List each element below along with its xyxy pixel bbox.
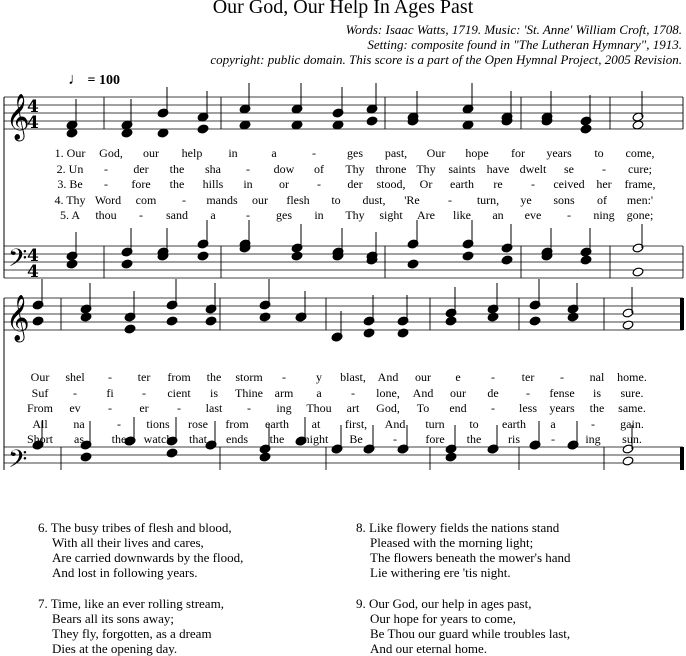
quarter-note-head [32,316,44,326]
lyric-syllable: 4. Thy [54,192,86,207]
lyric-syllable: - [551,432,555,446]
lyric-syllable: Thy [416,161,436,176]
lyric-syllable: rose [188,416,208,431]
lyric-syllable: Word [94,192,122,207]
lyric-syllable: that [189,432,207,446]
quarter-note-head [397,328,409,338]
lyric-syllable: - [312,146,316,160]
final-bar-line [680,447,684,470]
lyric-syllable: is [592,385,602,400]
lyric-syllable: the [111,432,127,446]
lyric-syllable: - [104,161,108,176]
quarter-note-head [580,124,592,134]
lyric-syllable: hills [202,177,224,191]
lyric-syllable: throne [375,161,407,176]
lyric-syllable: God, [376,401,400,415]
quarter-note-head [291,251,303,261]
credit-setting: Setting: composite found in "The Lutheran Hymnary", 1913. [367,37,682,52]
lyric-syllable: art [346,401,360,415]
lyric-syllable: watch [143,432,173,446]
quarter-note-head [462,120,474,130]
lyric-syllable: - [282,370,286,384]
lyric-syllable: ye [520,192,532,207]
quarter-note-head [66,259,78,269]
lyric-syllable: an [492,208,504,222]
lyric-syllable: lone, [376,385,400,400]
lyric-syllable: ceived [553,177,585,191]
lyric-syllable: the [269,432,285,446]
lyric-syllable: ends [226,432,248,446]
lyric-syllable: fi [106,385,114,400]
lyric-syllable: Our [426,146,446,160]
lyric-syllable: fense [549,385,575,400]
lyric-syllable: - [448,192,452,207]
lyric-syllable: in [243,177,253,191]
lyric-syllable: a [271,146,277,160]
quarter-note-head [80,452,92,462]
quarter-note-head [332,120,344,130]
lyric-syllable: ning [593,208,615,222]
lyric-syllable: eve [524,208,542,222]
half-note-head [622,456,634,466]
lyric-syllable: saints [448,161,476,176]
lyric-syllable: ris [508,432,520,446]
credit-words-music: Words: Isaac Watts, 1719. Music: 'St. Anne' William Croft, 1708. [345,22,682,37]
quarter-note-head [166,448,178,458]
lyric-syllable: first, [344,416,368,431]
lyric-syllable: less [519,401,537,415]
lyric-syllable: 3. Be [57,177,83,191]
quarter-note-icon: ♩ [68,71,84,88]
lyric-syllable: - [117,416,121,431]
treble-clef-icon: 𝄞 [6,295,30,341]
lyric-syllable: our [143,146,159,160]
stanza-line: Be Thou our guard while troubles last, [370,626,571,641]
lyric-syllable: And [384,416,406,431]
lyric-syllable: sons [553,192,575,207]
bass-clef-icon: 𝄢 [8,244,28,279]
lyric-syllable: a [316,385,322,400]
lyric-syllable: 'Re [404,192,420,207]
lyric-syllable: from [167,370,191,384]
quarter-note-head [259,312,271,322]
lyric-syllable: - [108,401,112,415]
lyric-syllable: dow [273,161,295,176]
lyric-syllable: - [108,370,112,384]
lyric-syllable: stood, [376,177,406,191]
lyric-syllable: to [594,146,604,160]
quarter-note-head [487,312,499,322]
quarter-note-head [366,116,378,126]
lyric-syllable: of [597,192,607,207]
lyric-syllable: fore [131,177,151,191]
lyric-syllable: sight [379,208,403,222]
lyric-syllable: at [311,416,321,431]
lyric-syllable: ges [276,208,292,222]
time-signature-top: 4 [27,246,39,266]
time-signature-bottom: 4 [27,113,39,133]
lyric-syllable: arm [274,385,294,400]
lyric-syllable: blast, [340,370,366,384]
quarter-note-head [501,255,513,265]
stanza-line: Pleased with the morning light; [370,535,534,550]
lyric-syllable: - [602,161,606,176]
tempo-value: = 100 [87,73,120,88]
lyric-syllable: gain. [620,416,644,431]
quarter-note-head [567,312,579,322]
bass-clef-icon: 𝄢 [8,445,28,470]
lyric-syllable: com [135,192,157,207]
lyric-syllable: From [26,401,54,415]
quarter-note-head [197,251,209,261]
lyric-syllable: - [246,208,250,222]
lyric-syllable: the [466,432,482,446]
lyric-syllable: - [246,161,250,176]
lyric-syllable: - [317,177,321,191]
lyric-syllable: - [393,432,397,446]
half-note-head [622,320,634,330]
lyric-syllable: sun. [622,432,642,446]
lyric-syllable: or [279,177,289,191]
lyric-syllable: And [412,385,434,400]
quarter-note-head [580,255,592,265]
lyric-syllable: sha [205,161,221,176]
lyric-syllable: - [73,385,77,400]
lyric-syllable: the [169,161,185,176]
lyric-syllable: - [491,370,495,384]
lyric-syllable: cure; [628,161,652,176]
lyric-syllable: have [486,161,510,176]
lyric-syllable: earth [265,416,289,431]
lyric-syllable: is [209,385,219,400]
lyric-syllable: Are [417,208,435,222]
lyric-syllable: - [560,370,564,384]
lyric-syllable: tions [146,416,170,431]
lyric-syllable: earth [450,177,474,191]
lyric-syllable: years [549,401,575,415]
half-note-head [632,120,644,130]
lyric-syllable: last [205,401,223,415]
lyric-syllable: - [177,401,181,415]
lyric-syllable: God, [99,146,123,160]
quarter-note-head [529,316,541,326]
lyric-syllable: dwelt [519,161,547,176]
quarter-note-head [124,324,136,334]
lyric-syllable: sure. [620,385,644,400]
stanza-line: 7. Time, like an ever rolling stream, [38,596,224,611]
quarter-note-head [157,128,169,138]
lyric-syllable: storm [235,370,263,384]
lyric-syllable: y [316,370,322,384]
lyric-syllable: dust, [362,192,386,207]
lyric-syllable: ges [347,146,363,160]
lyric-syllable: frame, [624,177,656,191]
lyric-syllable: thou [95,208,117,222]
lyric-syllable: turn [425,416,445,431]
quarter-note-head [121,128,133,138]
lyric-syllable: Or [419,177,433,191]
stanza-line: 9. Our God, our help in ages past, [356,596,532,611]
stanza-6 [38,520,243,580]
stanza-8 [356,520,571,580]
stanza-line: Lie withering ere 'tis night. [370,565,511,580]
lyric-syllable: der [133,161,149,176]
lyric-syllable: our [450,385,466,400]
stanza-line: And our eternal home. [370,641,487,656]
quarter-note-head [121,259,133,269]
lyric-syllable: na [73,416,85,431]
quarter-note-head [66,128,78,138]
stanza-line: Are carried downwards by the flood, [52,550,244,565]
final-bar-line [680,298,684,330]
stanza-line: 8. Like flowery fields the nations stand [356,520,560,535]
lyric-syllable: the [589,401,605,415]
lyric-syllable: home. [617,370,647,384]
lyric-syllable: like [453,208,471,222]
lyric-syllable: ev [69,401,81,415]
lyric-syllable: turn, [476,192,500,207]
quarter-note-head [197,124,209,134]
lyric-syllable: - [139,208,143,222]
quarter-note-head [445,316,457,326]
stanza-7 [38,596,224,656]
stanza-line: 6. The busy tribes of flesh and blood, [38,520,232,535]
lyric-syllable: cient [167,385,191,400]
quarter-note-head [239,120,251,130]
lyric-syllable: Short [26,432,54,446]
lyric-syllable: - [182,192,186,207]
lyric-syllable: same. [618,401,646,415]
lyric-syllable: end [449,401,467,415]
lyric-syllable: past, [384,146,408,160]
lyric-syllable: Thy [345,208,365,222]
quarter-note-head [80,312,92,322]
lyric-syllable: re [493,177,503,191]
lyric-syllable: de [487,385,499,400]
lyric-syllable: - [526,385,530,400]
quarter-note-head [166,316,178,326]
lyric-syllable: - [567,208,571,222]
stanza-line: Our hope for years to come, [370,611,516,626]
lyric-syllable: years [546,146,572,160]
lyric-syllable: - [531,177,535,191]
quarter-note-head [445,452,457,462]
lyric-syllable: the [206,370,222,384]
lyric-syllable: Thou [306,401,332,415]
lyric-syllable: Thy [345,161,365,176]
lyric-syllable: shel [65,370,85,384]
lyric-syllable: night [303,432,329,446]
stanza-line: They fly, forgotten, as a dream [52,626,212,641]
lyric-syllable: earth [502,416,526,431]
lyric-syllable: 1. Our [54,146,86,160]
treble-clef-icon: 𝄞 [6,94,30,140]
stanza-9 [356,596,570,656]
lyric-syllable: of [314,161,324,176]
quarter-note-head [462,251,474,261]
lyric-syllable: se [564,161,574,176]
lyric-syllable: come, [625,146,655,160]
lyric-syllable: - [247,401,251,415]
lyric-syllable: as [74,432,84,446]
lyric-syllable: - [351,385,355,400]
lyric-syllable: for [511,146,525,160]
lyric-syllable: Thine [235,385,263,400]
stanza-line: The flowers beneath the mower's hand [370,550,571,565]
lyric-syllable: - [591,416,595,431]
lyric-syllable: Our [30,370,50,384]
stanza-line: Dies at the opening day. [52,641,178,656]
lyric-syllable: ing [276,401,292,415]
lyric-syllable: - [142,385,146,400]
lyric-syllable: nal [589,370,605,384]
lyric-syllable: e [455,370,461,384]
quarter-note-head [363,328,375,338]
lyric-syllable: flesh [286,192,310,207]
quarter-note-head [291,120,303,130]
stanza-line: And lost in following years. [52,565,198,580]
lyric-syllable: 2. Un [56,161,84,176]
lyric-syllable: help [181,146,203,160]
hymn-title: Our God, Our Help In Ages Past [212,0,474,18]
lyric-syllable: men:' [626,192,654,207]
lyric-syllable: our [415,370,431,384]
lyric-syllable: ter [137,370,151,384]
lyric-syllable: our [252,192,268,207]
lyric-syllable: And [377,370,399,384]
lyric-syllable: der [347,177,363,191]
lyric-syllable: ing [585,432,601,446]
lyric-syllable: in [314,208,324,222]
lyric-syllable: gone; [626,208,654,222]
lyric-syllable: from [225,416,249,431]
lyric-syllable: to [331,192,341,207]
lyric-syllable: sand [166,208,188,222]
lyric-syllable: mands [206,192,238,207]
lyric-syllable: the [169,177,185,191]
stanza-line: With all their lives and cares, [52,535,204,550]
lyric-syllable: to [469,416,479,431]
quarter-note-head [205,316,217,326]
quarter-note-head [407,259,419,269]
time-signature-top: 4 [27,97,39,117]
lyric-syllable: a [210,208,216,222]
lyric-syllable: in [228,146,238,160]
lyric-syllable: ter [521,370,535,384]
time-signature-bottom: 4 [27,262,39,282]
lyric-syllable: 5. A [59,208,81,222]
lyric-syllable: her [596,177,612,191]
stanza-line: Bears all its sons away; [52,611,175,626]
lyric-syllable: fore [425,432,445,446]
lyric-syllable: To [416,401,430,415]
lyric-syllable: hope [465,146,489,160]
lyric-syllable: a [550,416,556,431]
lyric-syllable: er [139,401,149,415]
lyric-syllable: All [32,416,48,431]
quarter-note-head [259,452,271,462]
lyric-syllable: - [104,177,108,191]
credit-copyright: copyright: public domain. This score is a part of the Open Hymnal Project, 2005 Revision. [210,52,682,67]
half-note-head [632,267,644,277]
lyric-syllable: Be [349,432,363,446]
lyric-syllable: Suf [31,385,49,400]
lyric-syllable: - [491,401,495,415]
